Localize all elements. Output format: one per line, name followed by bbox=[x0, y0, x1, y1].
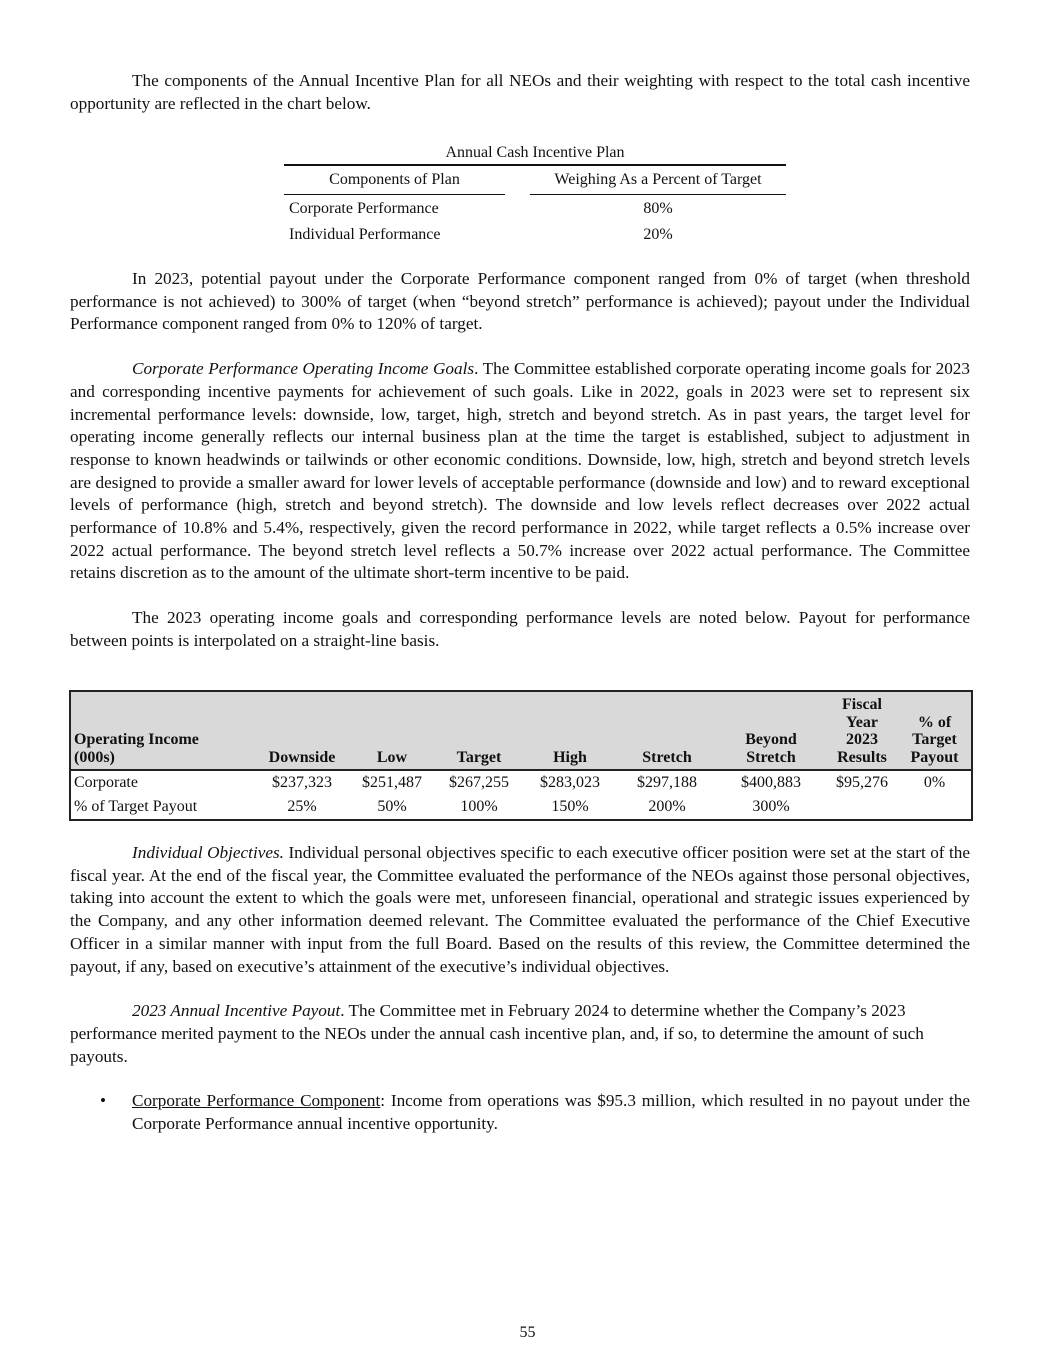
header-stretch: Stretch bbox=[642, 748, 692, 766]
page-number: 55 bbox=[519, 1324, 536, 1341]
table-row bbox=[284, 221, 786, 247]
plan-weight: 20% bbox=[643, 225, 673, 243]
operating-income-table bbox=[69, 690, 973, 821]
cell-target: $267,255 bbox=[449, 774, 509, 791]
goals-intro-paragraph: The 2023 operating income goals and corresponding performance levels are noted below. Payout for performance between points is interpolated on a straight-line basis. bbox=[70, 608, 970, 650]
annual-payout-heading: 2023 Annual Incentive Payout bbox=[132, 1001, 341, 1021]
cell-pct-payout bbox=[898, 795, 971, 819]
bullet-label: Corporate Performance Component bbox=[132, 1091, 381, 1111]
body-section-2 bbox=[70, 842, 970, 1136]
individual-objectives-paragraph bbox=[70, 842, 970, 978]
operating-income-goals-paragraph bbox=[70, 358, 970, 585]
table-row bbox=[71, 795, 971, 819]
individual-objectives-heading: Individual Objectives. bbox=[132, 843, 284, 862]
header-downside: Downside bbox=[268, 748, 336, 766]
annual-payout-text: . The Committee met in February 2024 to determine whether the Company’s 2023 performance merited payment to the NEOs under the annual cash incentive plan, and, if so, to determine the amount of such payouts. bbox=[70, 1001, 924, 1066]
cell-downside: 25% bbox=[287, 798, 317, 815]
list-item bbox=[70, 1090, 970, 1135]
row-label: Corporate bbox=[74, 774, 138, 791]
header-low: Low bbox=[376, 748, 408, 766]
row-label: % of Target Payout bbox=[74, 798, 198, 815]
cell-fy-results: $95,276 bbox=[836, 774, 888, 791]
header-high: High bbox=[553, 748, 587, 766]
cell-downside: $237,323 bbox=[272, 774, 332, 791]
cell-fy-results bbox=[826, 795, 898, 819]
plan-component: Corporate Performance bbox=[289, 199, 439, 217]
operating-income-goals-heading: Corporate Performance Operating Income Goals bbox=[132, 359, 475, 379]
plan-header-weighing: Weighing As a Percent of Target bbox=[530, 166, 786, 194]
header-beyond-stretch: Beyond Stretch bbox=[745, 731, 797, 766]
header-pct-target-payout: % of Target Payout bbox=[910, 713, 959, 766]
cell-beyond-stretch: 300% bbox=[752, 798, 790, 815]
cell-target: 100% bbox=[460, 798, 498, 815]
header-target: Target bbox=[456, 748, 502, 766]
document-page bbox=[70, 70, 970, 115]
cell-high: $283,023 bbox=[540, 774, 600, 791]
cell-pct-payout: 0% bbox=[923, 774, 946, 791]
bullet-text: : Income from operations was $95.3 million, which resulted in no payout under the Corporate Performance annual incentive opportunity. bbox=[132, 1091, 970, 1134]
body-section-1 bbox=[70, 268, 970, 653]
operating-income-goals-text: . The Committee established corporate operating income goals for 2023 and corresponding incentive payments for achievement of such goals. Like in 2022, goals in 2023 were set to represent six incremental performance levels: downside, low, target, high, stretch and beyond stretch. As in past years, the target level for operating income generally reflects our internal business plan at the time the target is established, subject to adjustment in response to known headwinds or tailwinds or other economic conditions. Downside, low, high, stretch and beyond stretch levels are designed to provide a smaller award for lower levels of acceptable performance (downside and low) and to reward exceptional levels of performance (high, stretch and beyond stretch). The downside and low levels reflect decreases over 2022 actual performance of 10.8% and 5.4%, respectively, given the record performance in 2022, while target reflects a 0.5% increase over 2022 actual performance. The beyond stretch level reflects a 50.7% increase over 2022 actual performance. The Committee retains discretion as to the amount of the ultimate short-term incentive to be paid. bbox=[70, 359, 970, 583]
cell-stretch: $297,188 bbox=[637, 774, 697, 791]
header-operating-income: Operating Income (000s) bbox=[74, 731, 199, 766]
table-row bbox=[71, 770, 971, 795]
annual-payout-paragraph bbox=[70, 1000, 970, 1068]
plan-table-title: Annual Cash Incentive Plan bbox=[284, 143, 786, 166]
bullet-icon: • bbox=[100, 1091, 107, 1111]
plan-header-components: Components of Plan bbox=[284, 166, 505, 194]
cell-high: 150% bbox=[551, 798, 589, 815]
cell-beyond-stretch: $400,883 bbox=[741, 774, 801, 791]
cell-low: 50% bbox=[377, 798, 407, 815]
header-fiscal-year-results: Fiscal Year 2023 Results bbox=[837, 696, 887, 766]
table-row bbox=[284, 194, 786, 221]
cell-stretch: 200% bbox=[648, 798, 686, 815]
table-header-row bbox=[71, 692, 971, 770]
payout-range-paragraph: In 2023, potential payout under the Corporate Performance component ranged from 0% of target (when threshold performance is not achieved) to 300% of target (when “beyond stretch” performance is achieved); payout under the Individual Performance component ranged from 0% to 120% of target. bbox=[70, 269, 970, 334]
individual-objectives-text: Individual personal objectives specific to each executive officer position were set at the start of the fiscal year. At the end of the fiscal year, the Committee evaluated the performance of the NEOs against those personal objectives, taking into account the extent to which the goals were met, unforeseen financial, operational and strategic issues experienced by the Company, and any other information deemed relevant. The Committee evaluated the performance of the Chief Executive Officer in a similar manner with input from the full Board. Based on the results of this review, the Committee determined the payout, if any, based on executive’s attainment of the executive’s individual objectives. bbox=[70, 843, 970, 976]
intro-paragraph: The components of the Annual Incentive Plan for all NEOs and their weighting with respect to the total cash incentive opportunity are reflected in the chart below. bbox=[70, 71, 970, 113]
cell-low: $251,487 bbox=[362, 774, 422, 791]
annual-cash-incentive-plan-table bbox=[284, 143, 786, 247]
plan-weight: 80% bbox=[643, 199, 673, 217]
plan-component: Individual Performance bbox=[289, 225, 441, 243]
